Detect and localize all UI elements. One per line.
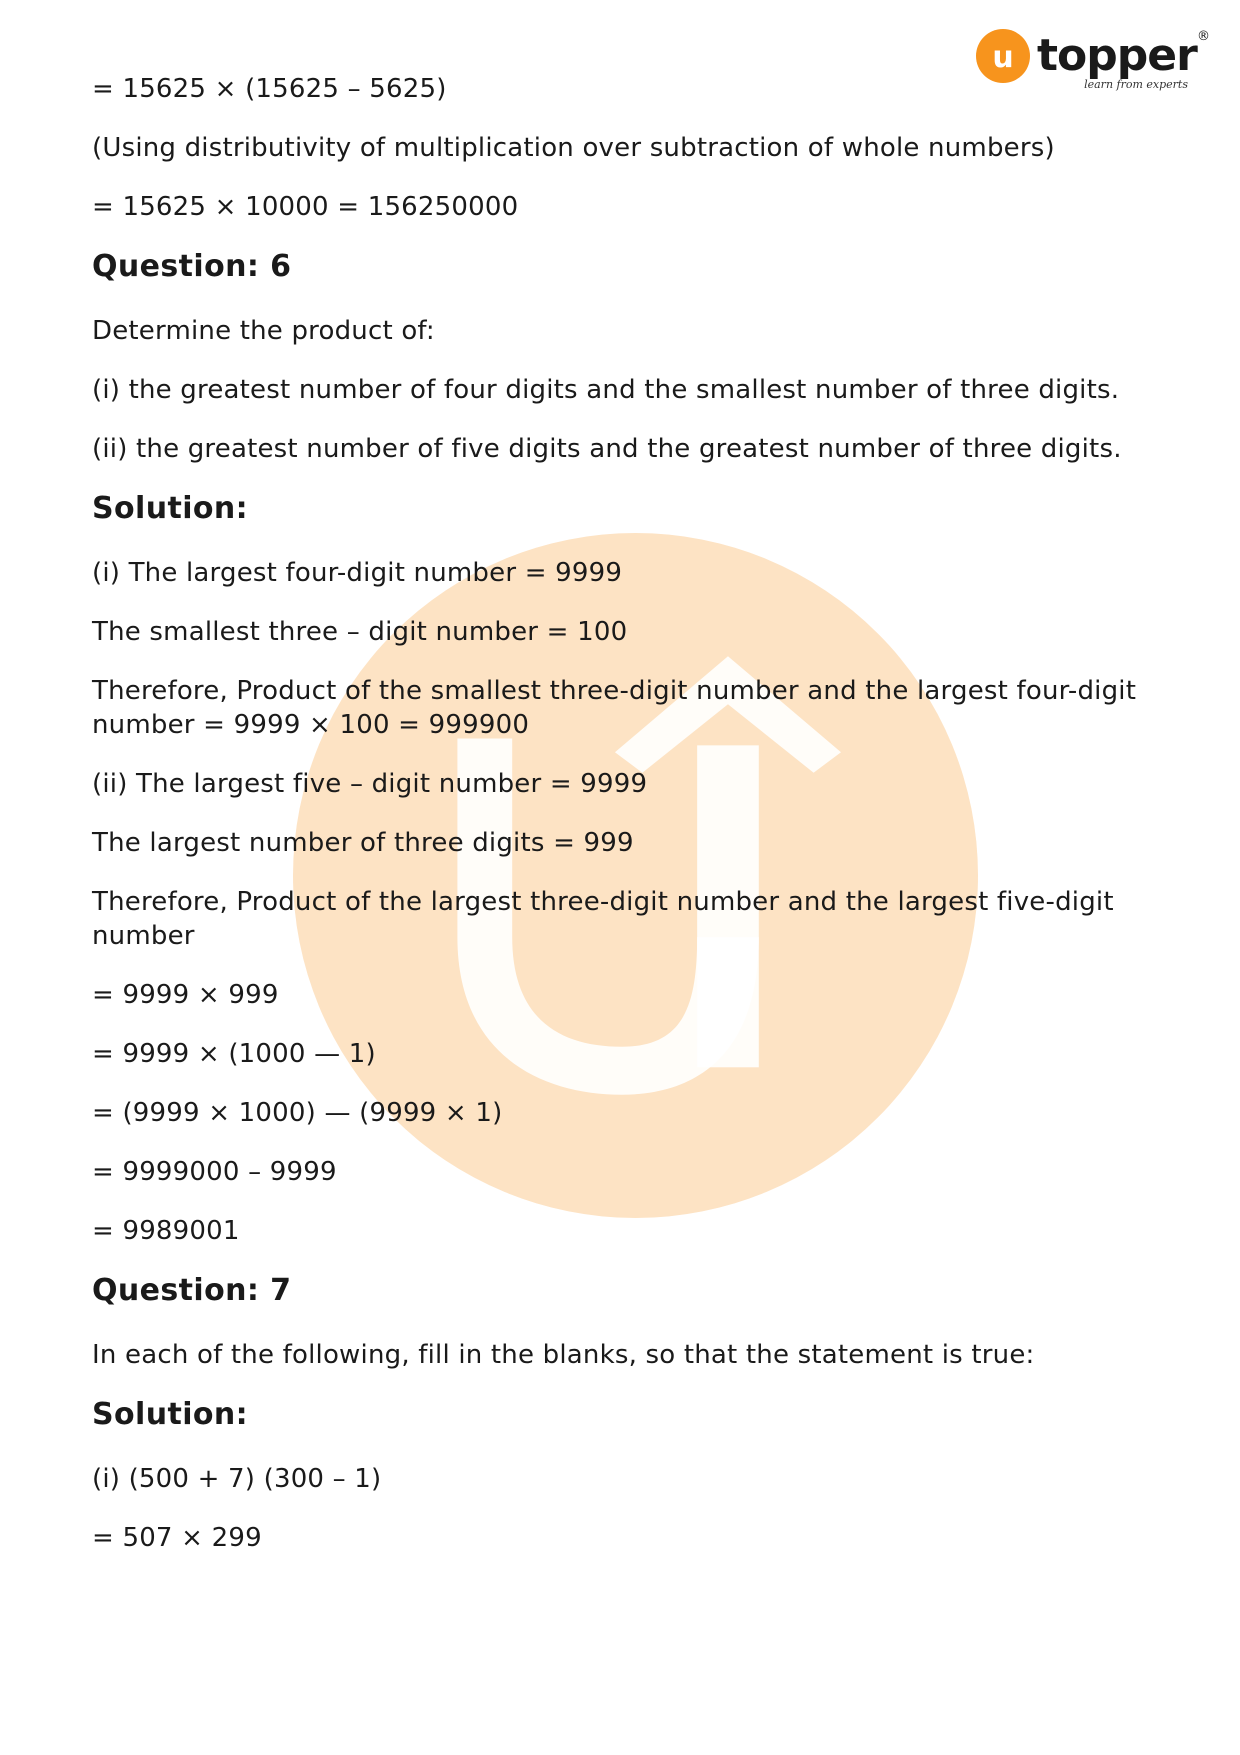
logo-letter: u	[992, 40, 1014, 75]
solution-heading: Solution:	[92, 1397, 249, 1432]
question-text: (ii) the greatest number of five digits and the greatest number of three digits.	[92, 434, 1122, 464]
registered-mark: ®	[1197, 29, 1210, 44]
solution-line: The largest number of three digits = 999	[92, 828, 634, 858]
solution-line: (i) The largest four-digit number = 9999	[92, 558, 623, 588]
question-heading: Question: 7	[92, 1273, 292, 1308]
brand-name: topper	[1037, 30, 1197, 81]
note-line: (Using distributivity of multiplication over subtraction of whole numbers)	[92, 133, 1055, 163]
brand-tagline: learn from experts	[1084, 78, 1188, 91]
solution-line: (ii) The largest five – digit number = 9999	[92, 769, 648, 799]
equation-line: = (9999 × 1000) — (9999 × 1)	[92, 1098, 503, 1128]
equation-line: = 9999 × (1000 — 1)	[92, 1039, 376, 1069]
equation-line: = 9989001	[92, 1216, 240, 1246]
question-heading: Question: 6	[92, 249, 292, 284]
solution-line: Therefore, Product of the largest three-digit number and the largest five-digit	[92, 887, 1114, 917]
equation-line: = 15625 × 10000 = 156250000	[92, 192, 519, 222]
solution-heading: Solution:	[92, 491, 249, 526]
equation-line: = 9999 × 999	[92, 980, 279, 1010]
solution-line: number	[92, 921, 195, 951]
solution-line: The smallest three – digit number = 100	[92, 617, 628, 647]
solution-line: (i) (500 + 7) (300 – 1)	[92, 1464, 382, 1494]
brand-logo	[975, 26, 1215, 96]
question-text: (i) the greatest number of four digits and the smallest number of three digits.	[92, 375, 1120, 405]
equation-line: = 9999000 – 9999	[92, 1157, 337, 1187]
equation-line: = 507 × 299	[92, 1523, 262, 1553]
question-text: Determine the product of:	[92, 316, 435, 346]
question-text: In each of the following, fill in the blanks, so that the statement is true:	[92, 1340, 1035, 1370]
equation-line: = 15625 × (15625 – 5625)	[92, 74, 447, 104]
document-body	[92, 72, 1152, 1555]
solution-line: Therefore, Product of the smallest three-digit number and the largest four-digit	[92, 676, 1137, 706]
solution-line: number = 9999 × 100 = 999900	[92, 710, 530, 740]
